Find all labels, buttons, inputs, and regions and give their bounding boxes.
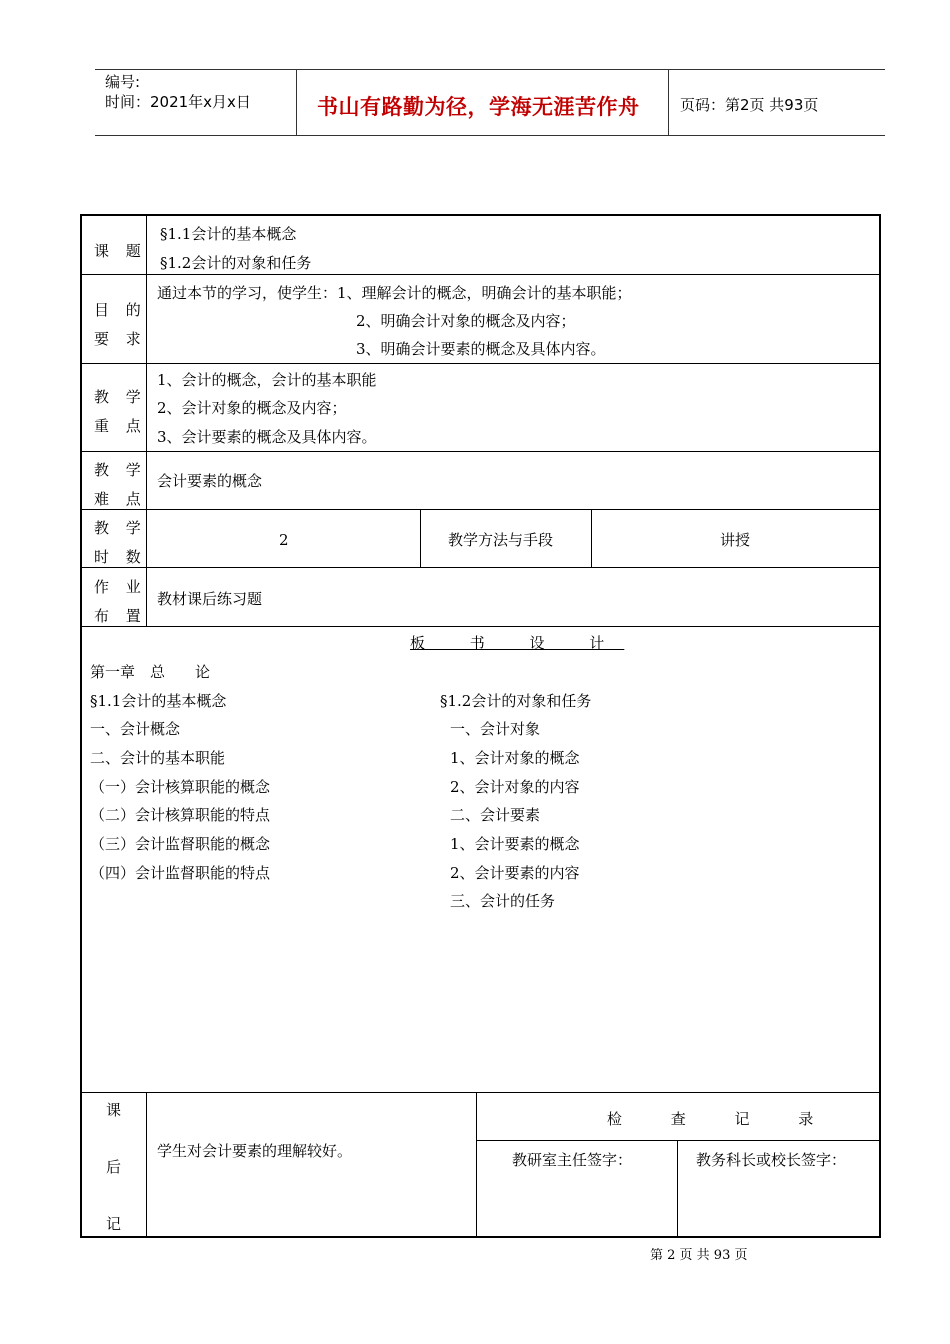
header-divider-right: [668, 69, 669, 136]
board-right-item: 二、会计要素: [450, 806, 541, 824]
row-sep-3: [80, 451, 881, 452]
page-footer: 第 2 页 共 93 页: [650, 1248, 748, 1263]
board-right-item: 1、会计要素的概念: [450, 835, 580, 853]
method-label: 教学方法与手段: [448, 531, 554, 549]
postscript-note-divider: [476, 1092, 477, 1238]
serial-label: 编号:: [105, 73, 141, 91]
postscript-label-char: 后: [106, 1158, 122, 1176]
keypoints-label-2: 重 点: [94, 417, 147, 435]
difficulty-label-1: 教 学: [94, 461, 147, 479]
board-right-item: 一、会计对象: [450, 720, 541, 738]
goals-line-2: 2、明确会计对象的概念及内容；: [356, 312, 576, 330]
board-left-item: （一）会计核算职能的概念: [90, 778, 271, 796]
time-label: 时间：2021年x月x日: [105, 93, 251, 111]
board-left-item: （三）会计监督职能的概念: [90, 835, 271, 853]
homework-label-2: 布 置: [94, 607, 147, 625]
page-info: 页码：第2页 共93页: [680, 96, 819, 114]
keypoints-line-1: 1、会计的概念，会计的基本职能: [157, 371, 377, 389]
keypoints-line-3: 3、会计要素的概念及具体内容。: [157, 428, 377, 446]
board-left-item: （二）会计核算职能的特点: [90, 806, 271, 824]
director-signature-label: 教研室主任签字：: [512, 1151, 633, 1169]
board-left-item: §1.1会计的基本概念: [90, 692, 227, 710]
board-right-item: §1.2会计的对象和任务: [440, 692, 592, 710]
homework-label-1: 作 业: [94, 578, 147, 596]
hours-label-1: 教 学: [94, 519, 147, 537]
header-divider-left: [296, 69, 297, 136]
row-sep-1: [80, 274, 881, 275]
hours-label-2: 时 数: [94, 548, 147, 566]
row-sep-4: [80, 509, 881, 510]
keypoints-label-1: 教 学: [94, 388, 147, 406]
table-border-bottom: [80, 1236, 881, 1238]
table-border-right: [879, 214, 881, 1238]
header-top-rule: [95, 69, 885, 70]
goals-line-3: 3、明确会计要素的概念及具体内容。: [356, 340, 606, 358]
board-left-item: 一、会计概念: [90, 720, 181, 738]
row-sep-5: [80, 567, 881, 568]
topic-label: 课 题: [94, 242, 147, 260]
postscript-label-divider: [146, 1092, 147, 1238]
board-title: 板 书 设 计: [410, 634, 625, 652]
goals-label-1: 目 的: [94, 301, 147, 319]
header-motto: 书山有路勤为径，学海无涯苦作舟: [317, 94, 640, 119]
board-left-item: （四）会计监督职能的特点: [90, 864, 271, 882]
header-bottom-rule: [95, 135, 885, 136]
postscript-note: 学生对会计要素的理解较好。: [157, 1142, 353, 1160]
check-record-title: 检 查 记 录: [607, 1110, 836, 1128]
row-sep-2: [80, 363, 881, 364]
check-title-rule: [476, 1140, 881, 1141]
topic-line-2: §1.2会计的对象和任务: [160, 254, 312, 272]
hours-divider-1: [420, 509, 421, 567]
table-border-top: [80, 214, 881, 216]
postscript-top-rule: [80, 1092, 881, 1093]
difficulty-label-2: 难 点: [94, 490, 147, 508]
difficulty-text: 会计要素的概念: [157, 472, 263, 490]
board-right-item: 1、会计对象的概念: [450, 749, 580, 767]
row-sep-6: [80, 626, 881, 627]
board-chapter: 第一章 总 论: [90, 663, 211, 681]
goals-line-1: 通过本节的学习，使学生：1、理解会计的概念，明确会计的基本职能；: [157, 284, 632, 302]
homework-text: 教材课后练习题: [157, 590, 263, 608]
postscript-label-char: 课: [106, 1101, 122, 1119]
board-right-item: 2、会计对象的内容: [450, 778, 580, 796]
goals-label-2: 要 求: [94, 330, 147, 348]
method-value: 讲授: [720, 531, 751, 549]
table-border-left: [80, 214, 82, 1238]
hours-value: 2: [279, 531, 289, 549]
postscript-label-char: 记: [106, 1215, 122, 1233]
hours-divider-2: [591, 509, 592, 567]
board-right-item: 2、会计要素的内容: [450, 864, 580, 882]
signature-divider: [677, 1140, 678, 1238]
topic-line-1: §1.1会计的基本概念: [160, 225, 297, 243]
board-left-item: 二、会计的基本职能: [90, 749, 226, 767]
keypoints-line-2: 2、会计对象的概念及内容；: [157, 399, 347, 417]
board-right-item: 三、会计的任务: [450, 892, 556, 910]
dean-signature-label: 教务科长或校长签字：: [696, 1151, 847, 1169]
